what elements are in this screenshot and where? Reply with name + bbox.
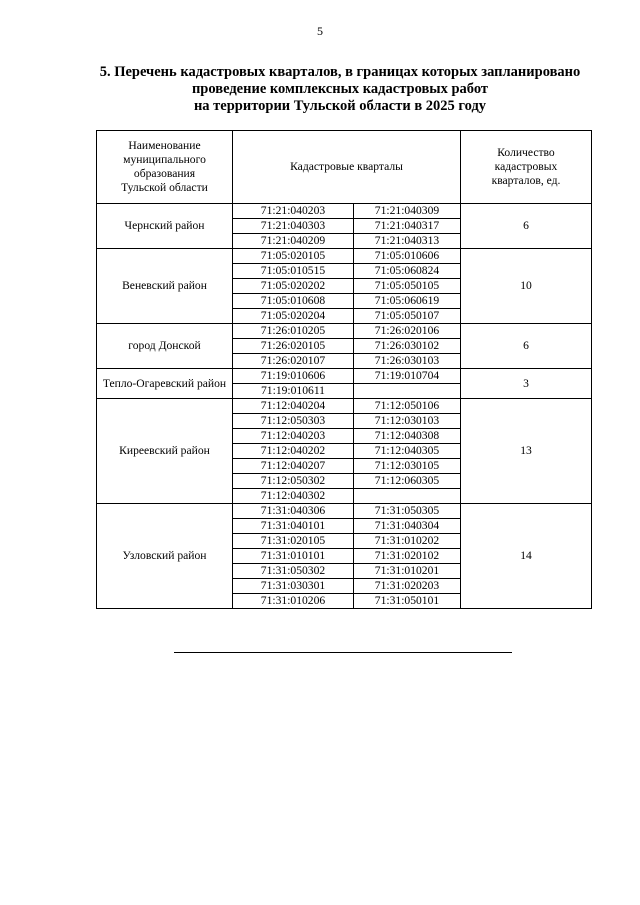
municipality-name: город Донской (97, 324, 233, 369)
quarters-count: 3 (461, 369, 592, 399)
cadastral-quarter-cell: 71:21:040309 (354, 204, 461, 219)
cadastral-quarter-cell: 71:12:040204 (233, 399, 354, 414)
page-title (60, 64, 620, 115)
municipality-name: Веневский район (97, 249, 233, 324)
cadastral-quarters-table (96, 130, 592, 609)
cadastral-quarter-cell: 71:12:050303 (233, 414, 354, 429)
cadastral-quarter-cell: 71:26:010205 (233, 324, 354, 339)
cadastral-quarter-cell: 71:05:060824 (354, 264, 461, 279)
cadastral-quarter-cell: 71:12:030103 (354, 414, 461, 429)
quarters-count: 14 (461, 504, 592, 609)
title-line-1: 5. Перечень кадастровых кварталов, в границах которых запланировано (99, 64, 581, 80)
cadastral-quarter-cell: 71:12:030105 (354, 459, 461, 474)
cadastral-quarter-cell: 71:19:010611 (233, 384, 354, 399)
cadastral-quarter-cell: 71:05:010608 (233, 294, 354, 309)
table-row (97, 249, 592, 264)
table-header-row (97, 131, 592, 204)
cadastral-quarter-cell: 71:31:020102 (354, 549, 461, 564)
municipality-name: Тепло-Огаревский район (97, 369, 233, 399)
cadastral-quarter-cell: 71:31:020203 (354, 579, 461, 594)
cadastral-quarter-cell: 71:31:040306 (233, 504, 354, 519)
cadastral-quarter-cell: 71:31:040101 (233, 519, 354, 534)
cadastral-quarter-cell: 71:26:020106 (354, 324, 461, 339)
municipality-name: Чернский район (97, 204, 233, 249)
quarters-count: 6 (461, 324, 592, 369)
cadastral-quarter-cell: 71:31:050305 (354, 504, 461, 519)
cadastral-quarter-cell: 71:05:020204 (233, 309, 354, 324)
cadastral-quarter-cell: 71:31:040304 (354, 519, 461, 534)
cadastral-quarter-cell: 71:21:040317 (354, 219, 461, 234)
title-line-3: на территории Тульской области в 2025 году (193, 98, 487, 114)
quarters-count: 10 (461, 249, 592, 324)
cadastral-quarter-cell: 71:21:040303 (233, 219, 354, 234)
cadastral-quarter-cell: 71:21:040209 (233, 234, 354, 249)
cadastral-quarter-cell (354, 384, 461, 399)
header-quarters: Кадастровые кварталы (233, 131, 461, 204)
cadastral-quarter-cell: 71:12:040308 (354, 429, 461, 444)
cadastral-quarter-cell: 71:31:050302 (233, 564, 354, 579)
cadastral-quarter-cell: 71:26:030102 (354, 339, 461, 354)
cadastral-quarter-cell: 71:05:050105 (354, 279, 461, 294)
cadastral-quarter-cell: 71:19:010606 (233, 369, 354, 384)
cadastral-quarter-cell: 71:21:040203 (233, 204, 354, 219)
table-body (97, 204, 592, 609)
table-row (97, 399, 592, 414)
cadastral-quarter-cell: 71:31:030301 (233, 579, 354, 594)
cadastral-quarter-cell: 71:05:010515 (233, 264, 354, 279)
cadastral-quarter-cell: 71:12:040305 (354, 444, 461, 459)
cadastral-quarter-cell: 71:05:060619 (354, 294, 461, 309)
cadastral-quarter-cell: 71:12:050106 (354, 399, 461, 414)
header-municipality: Наименование муниципального образования Тульской области (97, 131, 233, 204)
cadastral-quarter-cell: 71:12:060305 (354, 474, 461, 489)
table-row (97, 324, 592, 339)
cadastral-quarter-cell: 71:31:050101 (354, 594, 461, 609)
cadastral-quarter-cell: 71:05:050107 (354, 309, 461, 324)
cadastral-quarter-cell: 71:05:010606 (354, 249, 461, 264)
table-row (97, 204, 592, 219)
cadastral-quarter-cell: 71:12:040207 (233, 459, 354, 474)
cadastral-quarter-cell (354, 489, 461, 504)
page-number: 5 (317, 24, 323, 38)
cadastral-quarter-cell: 71:31:010201 (354, 564, 461, 579)
cadastral-quarter-cell: 71:26:030103 (354, 354, 461, 369)
cadastral-quarter-cell: 71:12:040203 (233, 429, 354, 444)
quarters-count: 13 (461, 399, 592, 504)
cadastral-quarter-cell: 71:31:010202 (354, 534, 461, 549)
municipality-name: Узловский район (97, 504, 233, 609)
table-row (97, 504, 592, 519)
cadastral-quarter-cell: 71:31:010206 (233, 594, 354, 609)
cadastral-quarter-cell: 71:05:020202 (233, 279, 354, 294)
cadastral-quarter-cell: 71:31:020105 (233, 534, 354, 549)
quarters-count: 6 (461, 204, 592, 249)
cadastral-quarter-cell: 71:05:020105 (233, 249, 354, 264)
bottom-divider (174, 652, 512, 653)
cadastral-quarter-cell: 71:19:010704 (354, 369, 461, 384)
table-row (97, 369, 592, 384)
header-count: Количество кадастровых кварталов, ед. (461, 131, 592, 204)
cadastral-quarter-cell: 71:21:040313 (354, 234, 461, 249)
title-line-2: проведение комплексных кадастровых работ (191, 81, 489, 97)
municipality-name: Киреевский район (97, 399, 233, 504)
cadastral-quarter-cell: 71:26:020107 (233, 354, 354, 369)
cadastral-quarter-cell: 71:12:040202 (233, 444, 354, 459)
cadastral-quarter-cell: 71:31:010101 (233, 549, 354, 564)
cadastral-quarter-cell: 71:12:040302 (233, 489, 354, 504)
cadastral-quarter-cell: 71:26:020105 (233, 339, 354, 354)
cadastral-quarter-cell: 71:12:050302 (233, 474, 354, 489)
